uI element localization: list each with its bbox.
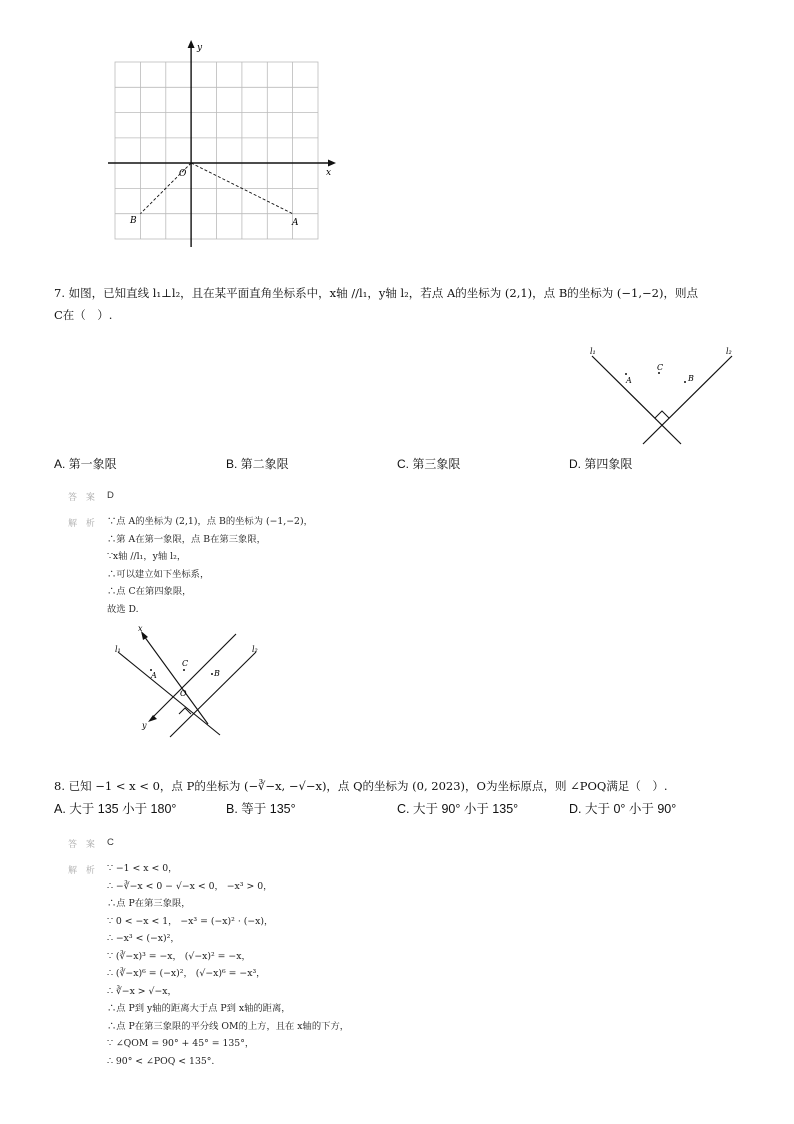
l2-label: l₂ <box>252 645 258 654</box>
origin-label: O <box>179 169 187 179</box>
y-axis-arrow-icon <box>148 715 157 722</box>
q8-stem: 8. 已知 −1 < x < 0，点 P的坐标为 (−∛−x, −√−x)，点 Q的坐标为 (0, 2023)，O为坐标原点，则 ∠POQ满足（ ）. <box>54 779 668 793</box>
q8-solution-line: ∴点 P到 y轴的距离大于点 P到 x轴的距离， <box>107 1003 291 1014</box>
q8-solution-line: ∵ −1 < x < 0， <box>107 863 178 874</box>
q7-answer: D <box>107 490 114 501</box>
x-axis-label: x <box>326 168 332 178</box>
origin-label: O <box>180 689 187 698</box>
point-a-label: A <box>626 376 632 385</box>
q7-solution-line: ∴第 A在第一象限，点 B在第三象限， <box>107 533 266 545</box>
point-a-label: A <box>151 671 157 680</box>
line-l1 <box>118 652 220 735</box>
right-angle-mark <box>179 708 191 714</box>
l2-label: l₂ <box>726 347 732 356</box>
x-label: x <box>138 624 143 633</box>
q8-option-d[interactable]: D. 大于 0° 小于 90° <box>569 802 677 816</box>
q7-solution-line: ∵x轴 //l₁，y轴 l₂， <box>107 551 187 562</box>
q8-solution-line: ∴ 90° < ∠POQ < 135°. <box>107 1055 215 1067</box>
q8-answer-tag: 答 案 <box>68 840 98 850</box>
q8-solution-line: ∵ (∛−x)³ = −x， (√−x)² = −x， <box>107 950 251 962</box>
line-l1 <box>592 356 681 444</box>
q8-solution-line: ∴点 P在第三象限的平分线 OM的上方，且在 x轴的下方， <box>107 1020 350 1032</box>
q7-solution <box>107 513 313 618</box>
right-angle-mark <box>655 411 669 418</box>
y-axis-arrow-icon <box>188 40 195 48</box>
q7-option-b[interactable]: B. 第二象限 <box>226 457 289 471</box>
q8-solution <box>107 860 349 1070</box>
l1-label: l₁ <box>115 645 121 654</box>
q7-option-a[interactable]: A. 第一象限 <box>54 457 117 471</box>
q7-stem-line2: C在（ ）. <box>54 308 113 322</box>
grid-lines <box>115 62 318 239</box>
coordinate-grid-figure <box>100 35 345 250</box>
q8-solution-line: ∴点 P在第三象限， <box>107 898 191 909</box>
q8-option-b[interactable]: B. 等于 135° <box>226 802 296 816</box>
q7-analysis-tag: 解 析 <box>68 519 98 529</box>
q7-answer-tag: 答 案 <box>68 493 98 503</box>
y-axis-label: y <box>197 43 203 53</box>
point-b-label: B <box>130 216 137 226</box>
q7-solution-line: ∴可以建立如下坐标系， <box>107 568 210 580</box>
q8-analysis-tag: 解 析 <box>68 866 98 876</box>
q8-solution-line: ∴ −x³ < (−x)²， <box>107 933 180 944</box>
point-c-label: C <box>657 363 664 372</box>
q8-solution-line: ∴ ∛−x > √−x， <box>107 985 177 997</box>
q7-solution-line: ∴点 C在第四象限， <box>107 586 192 597</box>
q8-solution-line: ∵ 0 < −x < 1， −x³ = (−x)² · (−x)， <box>107 915 274 927</box>
l1-label: l₁ <box>590 347 596 356</box>
q8-option-a[interactable]: A. 大于 135 小于 180° <box>54 802 177 816</box>
point-c-label: C <box>182 659 189 668</box>
q7-stem-line1: 7. 如图，已知直线 l₁⊥l₂，且在某平面直角坐标系中，x轴 //l₁，y轴 l₂，若点 A的坐标为 (2,1)，点 B的坐标为 (−1,−2)，则点 <box>54 286 698 300</box>
q8-answer: C <box>107 837 114 848</box>
q7-lines-figure <box>585 342 745 447</box>
q7-solution-figure <box>108 622 268 742</box>
q8-solution-line: ∴ −∛−x < 0 − √−x < 0， −x³ > 0， <box>107 880 273 892</box>
q8-solution-line: ∴ (∛−x)⁶ = (−x)²， (√−x)⁶ = −x³， <box>107 968 266 979</box>
x-axis-line <box>144 636 208 724</box>
point-b-label: B <box>688 374 694 383</box>
q8-option-c[interactable]: C. 大于 90° 小于 135° <box>397 802 519 816</box>
q8-solution-line: ∵ ∠QOM = 90° + 45° = 135°， <box>107 1038 255 1049</box>
point-a-label: A <box>292 218 299 228</box>
point-b-label: B <box>214 669 220 678</box>
q7-option-c[interactable]: C. 第三象限 <box>397 457 461 471</box>
x-axis-arrow-icon <box>328 160 336 167</box>
q7-solution-line: ∵点 A的坐标为 (2,1)，点 B的坐标为 (−1,−2)， <box>107 516 313 527</box>
y-label: y <box>142 721 147 730</box>
q7-option-d[interactable]: D. 第四象限 <box>569 457 633 471</box>
q7-solution-line: 故选 D. <box>107 603 139 615</box>
